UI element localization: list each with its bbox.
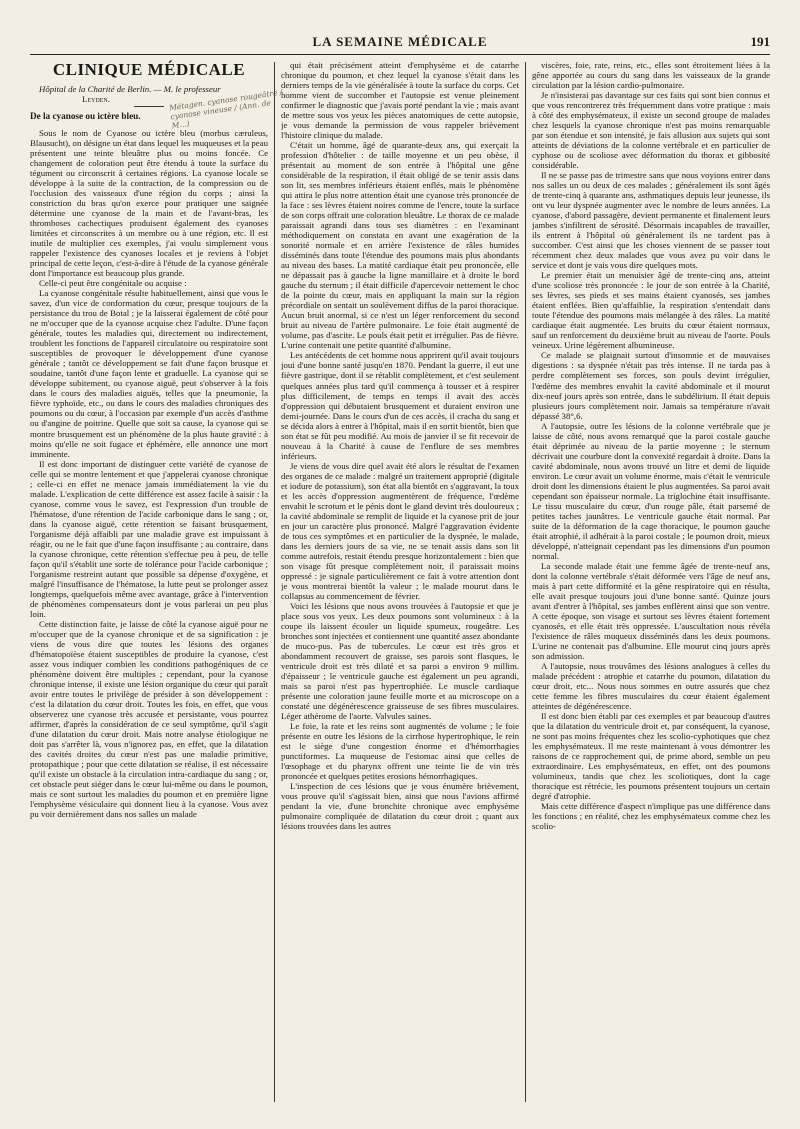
- byline: [30, 84, 268, 94]
- paragraph: C'était un homme, âgé de quarante-deux ans, qui exerçait la profession d'hôtelier : de taille moyenne et un peu obèse, il présentait au moment de son entrée à l'hôpital une gêne considérable de la respiration, il était obligé de se tenir assis dans son lit, ses membres inférieurs étaient enflés, mais le phénomène qui attira le plus notre attention était une cyanose très prononcée de la face : ses lèvres étaient noires comme de l'encre, toute la surface de son corps offrait une coloration bleuâtre. Le thorax de ce malade paraissait agrandi dans tous ses diamètres : en l'examinant méthodiquement on constata en avant une exagération de la sonorité normale et en arrière l'existence de râles humides disséminés dans toute l'étendue des poumons mais plus abondants au niveau des bases. La matité cardiaque était peu prononcée, elle ne dépassait pas à gauche la ligne mamillaire et à droite le bord gauche du sternum ; il était difficile d'apercevoir nettement le choc de la pointe du cœur, mais en appliquant la main sur la région précordiale on sentait un soulèvement diffus de la paroi thoracique. Aucun bruit anormal, si ce n'est un léger renforcement du second bruit au niveau de l'artère pulmonaire. Le foie était augmenté de volume, pas d'ascite. Le pouls était petit et irrégulier. Pas de fièvre. L'urine contenait une petite quantité d'albumine.: [281, 140, 519, 351]
- author-name: Leyden.: [82, 94, 110, 105]
- paragraph: L'inspection de ces lésions que je vous énumère brièvement, vous prouve qu'il s'agissait bien, ainsi que nous l'avions affirmé pendant la vie, d'une bronchite chronique avec emphysème pulmonaire compliquée de dilatation du cœur droit ; quant aux lésions trouvées dans les autres: [281, 781, 519, 832]
- column-1-body: [30, 128, 268, 819]
- paragraph: Sous le nom de Cyanose ou ictère bleu (morbus cæruleus, Blausucht), on désigne un état dans lequel les muqueuses et la peau présentent une teinte bleuâtre plus ou moins foncée. Ce changement de coloration peut être étendu à toute la surface du tégument ou circonscrit à certaines régions. La cyanose locale se développe à la suite de la contraction, de la compression ou de l'occlusion des vaisseaux d'une région du corps ; ainsi la constriction du bras qu'on exerce pour pratiquer une saignée détermine une cyanose de la main et de l'avant-bras, les thromboses cachectiques produisent également des cyanoses limitées et circonscrites à un membre ou à une région, etc. Il est inutile de multiplier ces exemples, j'ai voulu simplement vous rappeler l'existence des cyanoses locales et je reviens à l'objet principal de cette leçon, c'est-à-dire à l'étude de la cyanose générale dont l'importance est beaucoup plus grande.: [30, 128, 268, 279]
- paragraph: A l'autopsie, nous trouvâmes des lésions analogues à celles du malade précédent : atrophie et catarrhe du poumon, dilatation du cœur droit, etc... Nous nous sommes en outre assurés que chez cette femme les fibres musculaires du cœur étaient également atteintes de dégénérescence.: [532, 660, 770, 711]
- column-3: [532, 60, 770, 1110]
- column-divider: [525, 62, 526, 1102]
- paragraph: Mais cette différence d'aspect n'implique pas une différence dans les fonctions ; en réalité, chez les emphysémateux comme chez les scolio-: [532, 801, 770, 832]
- paragraph: Les antécédents de cet homme nous apprirent qu'il avait toujours joui d'une bonne santé jusqu'en 1870. Pendant la guerre, il eut une fièvre gastrique, dont il se rétablit complètement, et c'est seulement quelques années plus tard qu'il commença à tousser et à respirer plus difficilement, de temps en temps il avait des accès d'oppression qui débutaient brusquement et duraient environ une demi-journée. Dans le cours d'un de ces accès, il cracha du sang et se décida alors à entrer à l'hôpital, mais il en sortit bientôt, bien que son état se fût peu modifié. Au mois de janvier il se fit recevoir de nouveau à la Charité à cause de l'enflure de ses membres inférieurs.: [281, 350, 519, 461]
- paragraph: Il est donc important de distinguer cette variété de cyanose de celle qui se montre lentement et que j'appelerai cyanose chronique ; celle-ci en effet ne menace jamais immédiatement la vie du malade. L'explication de cette différence est assez facile à saisir : la cyanose, comme vous le savez, est l'expression d'un trouble de l'hématose, d'une rétention de l'acide carbonique dans le sang ; or, dans la cyanose aiguë, cette rétention se faisant brusquement, l'organisme déjà affaibli par une maladie grave est impuissant à réagir, ou ne le fait que d'une façon insuffisante ; au contraire, dans la cyanose chronique, cette rétention s'effectue peu à peu, de telle façon qu'il s'établit une sorte de tolérance pour l'acide carbonique ; l'organisme restreint autant que possible sa dépense d'oxygène, et malgré l'insuffisance de l'hématose, la lutte peut se prolonger assez longtemps, quelquefois même avec avantage, grâce à l'intervention de phénomènes compensateurs dont je vous parlerai un peu plus loin.: [30, 458, 268, 619]
- column-1: [30, 60, 268, 1110]
- paragraph: Cette distinction faite, je laisse de côté la cyanose aiguë pour ne m'occuper que de la cyanose chronique et de sa signification : je viens de vous dire que toutes les lésions des organes d'hématopoïèse étaient susceptibles de produire la cyanose, c'est assez vous indiquer combien les conditions pathogéniques de ce phénomène doivent être multiples ; cependant, pour la cyanose chronique intense, il existe une lésion organique du cœur qui paraît avoir entre toutes le privilège de présider à son développement : c'est la dilatation du cœur droit. Toutes les fois, en effet, que vous observerez une cyanose très accusée et persistante, vous pourrez affirmer, d'après la considération de ce seul symptôme, qu'il s'agit d'une dilatation du cœur droit. Mais notre analyse étiologique ne doit pas s'arrêter là, vous n'ignorez pas, en effet, que la dilatation des cavités droites du cœur n'est pas une maladie primitive, protopathique ; pour que cette dilatation se réalise, il est nécessaire qu'il existe un obstacle à la circulation intra-cardiaque du sang ; or, cet obstacle peut siéger dans le cœur lui-même ou dans le poumon, mais ce sont surtout les maladies du poumon et en première ligne l'emphysème vésiculaire qui donnent lieu à la cyanose. Vous avez pu voir dernièrement dans nos salles un malade: [30, 618, 268, 820]
- column-divider: [274, 62, 275, 1102]
- paragraph: La seconde malade était une femme âgée de trente-neuf ans, dont la colonne vertébrale s'était déformée vers l'âge de neuf ans, mais à part cette difformité et la gêne respiratoire qui en résulta, elle avait presque toujours joui d'une bonne santé. Quinze jours avant d'entrer à l'hôpital, ses jambes enflèrent ainsi que son ventre. A cette époque, son visage et surtout ses lèvres étaient fortement cyanosés, et elle était très oppressée. L'auscultation nous révéla l'existence de râles muqueux disséminés dans les deux poumons. L'urine ne contenait pas d'albumine. Elle mourut cinq jours après son admission.: [532, 560, 770, 661]
- paragraph: A l'autopsie, outre les lésions de la colonne vertébrale que je laisse de côté, nous avons remarqué que la paroi costale gauche était déprimée au niveau de la partie moyenne ; le sternum décrivait une courbure dont la convexité regardait à droite. Dans la cavité abdominale, nous avons trouvé un litre et demi de liquide environ. Le cœur avait un volume énorme, mais c'était le ventricule droit dont les dimensions étaient le plus augmentées. Sa paroi avait cependant son épaisseur normale. La triglochine était insuffisante. Le tissu musculaire du cœur, d'un rouge pâle, était parsemé de petites taches jaunâtres. Le ventricule gauche était normal. Par suite de la déformation de la cage thoracique, le poumon gauche était atrophié, il adhérait à la paroi costale ; le poumon droit, mieux développé, n'atteignait cependant pas les dimensions d'un poumon normal.: [532, 420, 770, 561]
- divider: [134, 106, 164, 107]
- paragraph: qui était précisément atteint d'emphysème et de catarrhe chronique du poumon, et chez lequel la cyanose s'était dans les derniers temps de la vie généralisée à toute la surface du corps. Cet homme vient de succomber et l'autopsie est venue pleinement confirmer le diagnostic que j'avais porté pendant la vie ; mais avant de mettre sous vos yeux les pièces anatomiques de cette autopsie, je vous demande la permission de vous rappeler brièvement l'histoire clinique du malade.: [281, 60, 519, 141]
- page-number: 191: [750, 34, 770, 49]
- column-2: [281, 60, 519, 1110]
- column-2-body: [281, 60, 519, 831]
- text-columns: [30, 60, 770, 1110]
- lecture-title: De la cyanose ou ictère bleu.: [30, 111, 141, 122]
- journal-title: LA SEMAINE MÉDICALE: [312, 34, 488, 49]
- running-head: [30, 34, 770, 55]
- handwritten-annotation: Métagen. cyanose rougeâtre / cyanose vineuse / (Ann. de M...): [168, 87, 283, 131]
- section-title: CLINIQUE MÉDICALE: [52, 60, 246, 79]
- paragraph: Il ne se passe pas de trimestre sans que nous voyions entrer dans nos salles un ou deux de ces malades ; généralement ils sont âgés de trente-cinq à quarante ans, asthmatiques depuis leur jeunesse, ils ont vu leur dyspnée augmenter avec le nombre de leurs années. La cyanose, d'abord passagère, devient permanente et finalement leurs jambes s'infiltrent de sérosité. Désormais incapables de travailler, ils entrent à l'hôpital où généralement ils ne tardent pas à succomber. C'est ainsi que les choses viennent de se passer tout récemment chez deux malades que vous avez pu voir dans le service et dont je vais vous dire quelques mots.: [532, 170, 770, 271]
- paragraph: Je n'insisterai pas davantage sur ces faits qui sont bien connus et que vous rencontrerez très fréquemment dans votre pratique : mais à côté des emphysémateux, il existe un second groupe de malades chez lesquels la cyanose chronique n'est pas moins remarquable par son étendue et son intensité, je fais allusion aux sujets qui sont atteints de déviations de la colonne vertébrale et en particulier de cyphose ou de scoliose avec déformation du thorax et gibbosité considérable.: [532, 90, 770, 171]
- paragraph: Le foie, la rate et les reins sont augmentés de volume ; le foie présente en outre les lésions de la cirrhose hypertrophique, le rein est le siège d'une congestion énorme et d'hémorrhagies punctiformes. La muqueuse de l'estomac ainsi que celles de l'œsophage et du pharynx offrent une teinte lie de vin très prononcée et quelques petites erosions hémorrhagiques.: [281, 721, 519, 782]
- paragraph: viscères, foie, rate, reins, etc., elles sont étroitement liées à la gêne apportée au cours du sang dans les vaisseaux de la grande circulation par la lésion cardio-pulmonaire.: [532, 60, 770, 91]
- paragraph: La cyanose congénitale résulte habituellement, ainsi que vous le savez, d'un vice de conformation du cœur, presque toujours de la persistance du trou de Botal ; je la laisserai également de côté pour ne m'occuper que de la cyanose acquise chez l'adulte. D'une façon générale, toutes les maladies qui, directement ou indirectement, troublent les fonctions de l'appareil circulatoire ou respiratoire sont susceptibles de provoquer le développement d'une cyanose générale ; tantôt ce développement se fait d'une façon brusque et soudaine, tantôt d'une façon lente et graduelle. La cyanose qui se développe subitement, ou cyanose aiguë, peut s'observer à la fois dans le cours des maladies aiguës, telles que la pneumonie, la fièvre typhoïde, etc., ou dans le cours des maladies chroniques des poumons ou du cœur, à l'occasion par exemple d'un accès d'asthme ou d'angine de poitrine. Quelle que soit sa cause, la cyanose qui se montre brusquement est un phénomène de la plus haute gravité : à moins qu'elle ne soit fugace et éphémère, elle annonce une mort imminente.: [30, 288, 268, 459]
- byline-text: Hôpital de la Charité de Berlin. — M. le professeur: [39, 84, 221, 94]
- paragraph: Le premier était un menuisier âgé de trente-cinq ans, atteint d'une scoliose très prononcée : le jour de son entrée à la Charité, ses lèvres, ses pieds et ses mains étaient cyanosés, ses jambes étaient enflées. Bien qu'affaiblie, la respiration s'entendait dans toute l'étendue des poumons mais mélangée à des râles. La matité cardiaque était augmentée. Les bruits du cœur étaient normaux, sauf un renforcement du deuxième bruit au niveau de l'aorte. Pouls veineux. Urine légèrement albumineuse.: [532, 270, 770, 351]
- paragraph: Voici les lésions que nous avons trouvées à l'autopsie et que je place sous vos yeux. Les deux poumons sont volumineux : à la coupe ils laissent écouler un liquide spumeux, rougeâtre. Les bronches sont injectées et contiennent une quantité assez abondante de muco-pus. Pas de tubercules. Le cœur est très gros et abondamment recouvert de graisse, ses parois sont flasques, le ventricule droit est très dilaté et sa paroi a environ 9 millim. d'épaisseur ; le ventricule gauche est également un peu agrandi, mais sa paroi n'est pas hypertrophiée. Le muscle cardiaque présente une coloration jaune feuille morte et au microscope on a constaté une dégénérescence graisseuse de ses fibres musculaires. Léger athérome de l'aorte. Valvules saines.: [281, 600, 519, 722]
- paragraph: Celle-ci peut être congénitale ou acquise :: [39, 278, 187, 289]
- column-3-body: [532, 60, 770, 831]
- paragraph: Il est donc bien établi par ces exemples et par beaucoup d'autres que la dilatation du ventricule droit et, par conséquent, la cyanose, ne sont pas moins fréquentes chez les scolio-cyphotiques que chez les emphysémateux. Il me reste maintenant à vous démontrer les raisons de ce rapprochement qui, de prime abord, semble un peu extraordinaire. Les emphysémateux, en effet, ont des poumons volumineux, tandis que chez les scoliotiques, dont la cage thoracique est rétrécie, les poumons présentent toujours un certain degré d'atrophie.: [532, 711, 770, 802]
- paragraph: Ce malade se plaignait surtout d'insomnie et de mauvaises digestions : sa dyspnée n'était pas très intense. Il ne tarda pas à perdre complètement ses forces, son pouls devint irrégulier, l'œdème des membres envahit la cavité abdominale et il mourut dix-neuf jours après son entrée, dans le subdélirium. Il était depuis plusieurs jours complètement noir. Jamais sa température n'avait dépassé 38°,6.: [532, 350, 770, 421]
- paragraph: Je viens de vous dire quel avait été alors le résultat de l'examen des organes de ce malade : malgré un traitement approprié (digitale et iodure de potassium), son état alla bientôt en s'aggravant, la toux et les accès d'oppression augmentèrent de fréquence, l'œdème envahit le scrotum et le pénis dont le gland devint très douloureux ; la cavité abdominale se remplit de liquide et la cyanose prit de jour en jour un caractère plus prononcé. Malgré l'aggravation évidente de tous ces symptômes et en particulier de la dyspnée, le malade, dans les derniers jours de sa vie, ne se tenait assis dans son lit comme autrefois, restait étendu presque horizontalement : bien que son visage fût presque complètement noir, il paraissait moins oppressé : je signale particulièrement ce fait à votre attention dont je vous montrerai bientôt la valeur ; le malade mourut dans le collapsus au commencement de février.: [281, 460, 519, 601]
